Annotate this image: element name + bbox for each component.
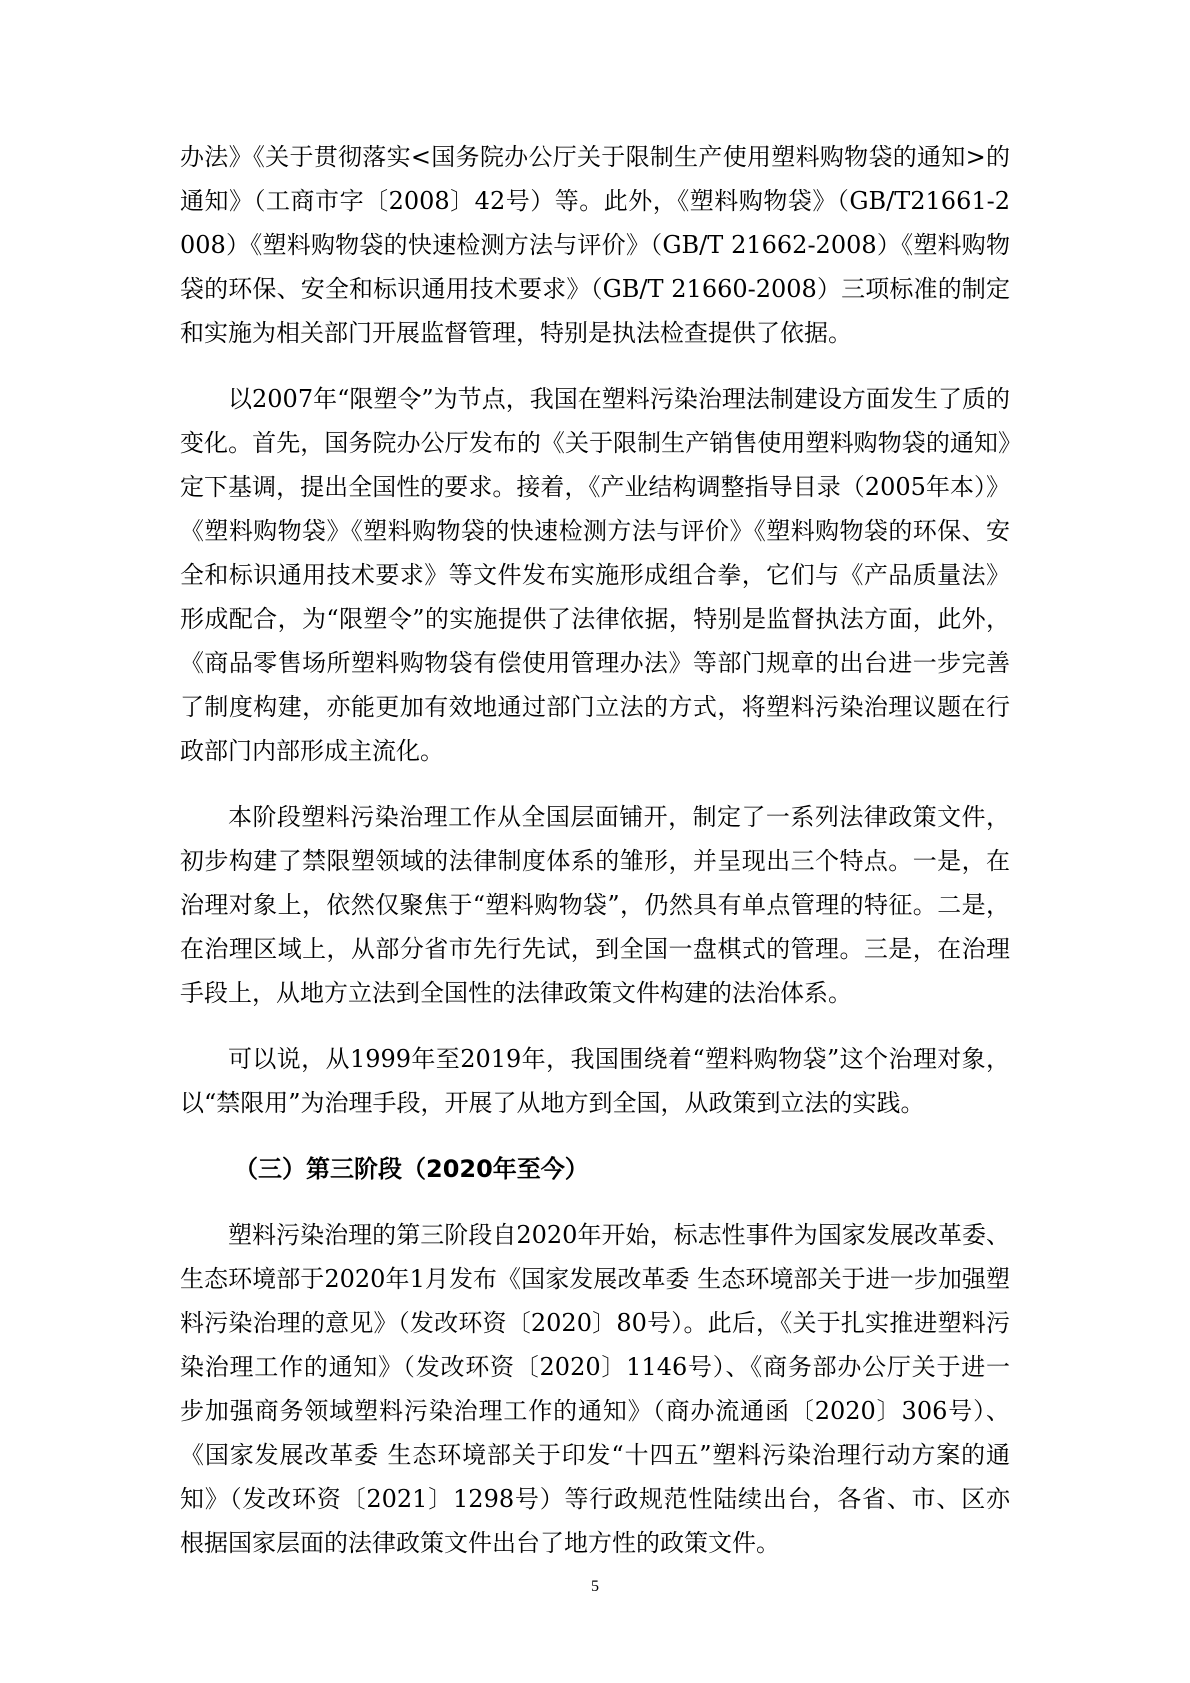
paragraph: 以2007年“限塑令”为节点，我国在塑料污染治理法制建设方面发生了质的变化。首先，国务院办公厅发布的《关于限制生产销售使用塑料购物袋的通知》定下基调，提出全国性的要求。接着，《产业结构调整指导目录（2005年本）》《塑料购物袋》《塑料购物袋的快速检测方法与评价》《塑料购物袋的环保、安全和标识通用技术要求》等文件发布实施形成组合拳，它们与《产品质量法》形成配合，为“限塑令”的实施提供了法律依据，特别是监督执法方面，此外，《商品零售场所塑料购物袋有偿使用管理办法》等部门规章的出台进一步完善了制度构建，亦能更加有效地通过部门立法的方式，将塑料污染治理议题在行政部门内部形成主流化。 (180, 385, 1010, 765)
paragraph: 本阶段塑料污染治理工作从全国层面铺开，制定了一系列法律政策文件，初步构建了禁限塑领域的法律制度体系的雏形，并呈现出三个特点。一是，在治理对象上，依然仅聚焦于“塑料购物袋”，仍然具有单点管理的特征。二是，在治理区域上，从部分省市先行先试，到全国一盘棋式的管理。三是，在治理手段上，从地方立法到全国性的法律政策文件构建的法治体系。 (180, 803, 1010, 1007)
document-body (180, 135, 1010, 1587)
section-heading: （三）第三阶段（2020年至今） (234, 1155, 589, 1183)
paragraph-continued: 办法》《关于贯彻落实<国务院办公厅关于限制生产使用塑料购物袋的通知>的通知》（工商市字〔2008〕42号）等。此外，《塑料购物袋》（GB/T21661-2008）《塑料购物袋的快速检测方法与评价》（GB/T 21662-2008）《塑料购物袋的环保、安全和标识通用技术要求》（GB/T 21660-2008）三项标准的制定和实施为相关部门开展监督管理，特别是执法检查提供了依据。 (180, 143, 1010, 347)
paragraph: 塑料污染治理的第三阶段自2020年开始，标志性事件为国家发展改革委、生态环境部于2020年1月发布《国家发展改革委 生态环境部关于进一步加强塑料污染治理的意见》（发改环资〔2020〕80号）。此后，《关于扎实推进塑料污染治理工作的通知》（发改环资〔2020〕1146号）、《商务部办公厅关于进一步加强商务领域塑料污染治理工作的通知》（商办流通函〔2020〕306号）、《国家发展改革委 生态环境部关于印发“十四五”塑料污染治理行动方案的通知》（发改环资〔2021〕1298号）等行政规范性陆续出台，各省、市、区亦根据国家层面的法律政策文件出台了地方性的政策文件。 (180, 1221, 1010, 1557)
paragraph: 可以说，从1999年至2019年，我国围绕着“塑料购物袋”这个治理对象，以“禁限用”为治理手段，开展了从地方到全国，从政策到立法的实践。 (180, 1045, 1010, 1117)
page-number: 5 (591, 1578, 599, 1595)
